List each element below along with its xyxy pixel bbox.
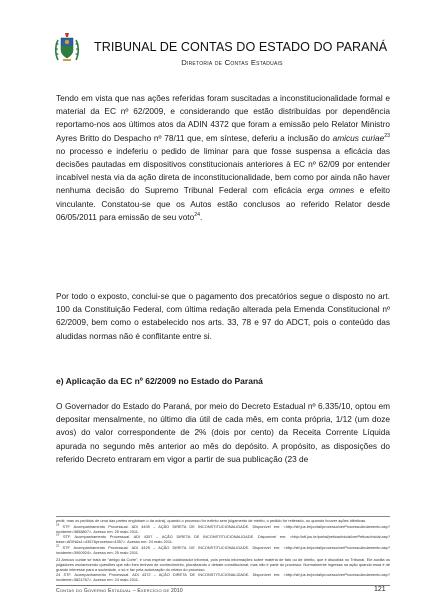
footnote-18 (56, 524, 390, 534)
body-paragraph-1 (56, 92, 390, 224)
body-paragraph-3: O Governador do Estado do Paraná, por meio do Decreto Estadual nº 6.335/10, optou em depositar mensalmente, no último dia útil de cada mês, em conta própria, 1/12 (um doze avos) do valor correspondente de 2% (dois por cento) da Receita Corrente Líquida apurada no segundo mês anterior ao mês do depósito. A propósito, as disposições do referido Decreto entraram em vigor a partir de sua publicação (23 de (56, 401, 390, 464)
footer-divider (56, 585, 390, 586)
footnote-22-number: 22 (56, 543, 60, 548)
page-number: 121 (374, 586, 386, 593)
footnote-23: 23 Amicus curiae se trata de "amigo da Corte", é uma espécie de colaborador informal, pois presta informações sobre matéria de fato ou de direito, que é discutida no Tribunal. Ele auxilia os julgadores esclarecendo questões que não lhes tenham de conhecimento, pluralizando o debate constitucional, mas não é parte do processo. Normalmente ingressa na ação quando essa é de grande interesse para a sociedade, o só e faz pela autorização do relator do processo. (56, 556, 390, 572)
p1-text-d: . (200, 211, 203, 222)
footnotes (56, 518, 390, 583)
p1-text-b: no processo e indeferiu o pedido de liminar para que fosse suspensa a eficácia das decisões pautadas em dispositivos constitucionais anteriores à EC nº 62/09 por entender incabível nesta via da ação direta de inconstitucionalidade, bem como por ainda não haver nenhuma decisão do Supremo Tribunal Federal com eficácia (56, 145, 390, 196)
footnote-divider (56, 516, 390, 517)
footer-label: Contas do Governo Estadual – Exercício de 2010 (56, 588, 183, 594)
footnote-ref-24[interactable]: 24 (194, 212, 201, 219)
p1-text-c: e efeito vinculante. Constatou-se que os Autos estão conclusos ao referido Relator desde 06/05/2011 para emissão de seu voto (56, 185, 390, 222)
footnote-19-number: 19 (56, 532, 60, 537)
footnote-22-text: STF. Acompanhamento Processual. ADI 4425 – AÇÃO DIRETA DE INCONSTITUCIONALIDADE. Disponível em: <http://stf.jus.br/portal/processo/verProcessoAndamento.asp?incidente=3900924>. Acesso em: 25 maio 2011. (56, 544, 390, 555)
footnote-19 (56, 534, 390, 544)
page-title: TRIBUNAL DE CONTAS DO ESTADO DO PARANÁ (94, 40, 388, 54)
footnote-24: 24 STF. Acompanhamento Processual. ADI 4372 – AÇÃO DIRETA DE INCONSTITUCIONALIDADE. Disponível em: <http://stf.jus.br/portal/processo/verProcessoAndamento.asp?incidente=3824767>. Acesso em: 24 maio 2011. (56, 572, 390, 583)
p1-emphasis-erga-omnes: erga omnes (307, 185, 355, 196)
page-subtitle: Diretoria de Contas Estaduais (181, 58, 283, 67)
p1-text-a: Tendo em vista que nas ações referidas foram suscitadas a inconstitucionalidade formal e material da EC nº 62/2009, e considerando que estão distribuídas por dependência reportamo-nos aos últimos atos da ADIN 4372 que foram a emissão pelo Relator Ministro Ayres Britto do Despacho nº 78/11 que, em síntese, deferiu a inclusão do (56, 93, 390, 143)
footnote-18-text: STF. Acompanhamento Processual. ADI 4400 – AÇÃO DIRETA DE INCONSTITUCIONALIDADE. Disponível em: <http://stf.jus.br/portal/processo/verProcessoAndamento.asp?incidente=3858807>. Acesso em: 25 maio 2011. (56, 523, 390, 534)
footnote-22 (56, 545, 390, 555)
section-heading: e) Aplicação da EC nº 62/2009 no Estado do Paraná (56, 376, 263, 386)
page-header (0, 0, 432, 80)
footnote-ref-23[interactable]: 23 (384, 132, 390, 139)
footnote-19-text: STF. Acompanhamento Processual. ADI 4357 – AÇÃO DIRETA DE INCONSTITUCIONALIDADE. Disponível em: <http://stf.jus.br/portal/peticaoInicial/verPeticaoInicial.asp?base=ADIN&s1=4357&processo=4357>. Acesso em: 24 maio 2011. (56, 534, 390, 545)
footnote-continuation: pedir, mas os pedidos de uma das partes englobam o da outra), quando o processo for extinto sem julgamento de mérito, o pedido for reiterado, ou quando houver ações idênticas. (56, 518, 367, 523)
footnote-18-number: 18 (56, 522, 60, 527)
p1-emphasis-amicus: amicus curiae (332, 132, 385, 143)
body-paragraph-2: Por todo o exposto, conclui-se que o pagamento dos precatórios segue o disposto no art. 100 da Constituição Federal, com última redação alterada pela Emenda Constitucional nº 62/2009, bem como o estabelecido nos arts. 33, 78 e 97 do ADCT, pois o conteúdo das aludidas normas não é conflitante entre si. (56, 291, 390, 341)
